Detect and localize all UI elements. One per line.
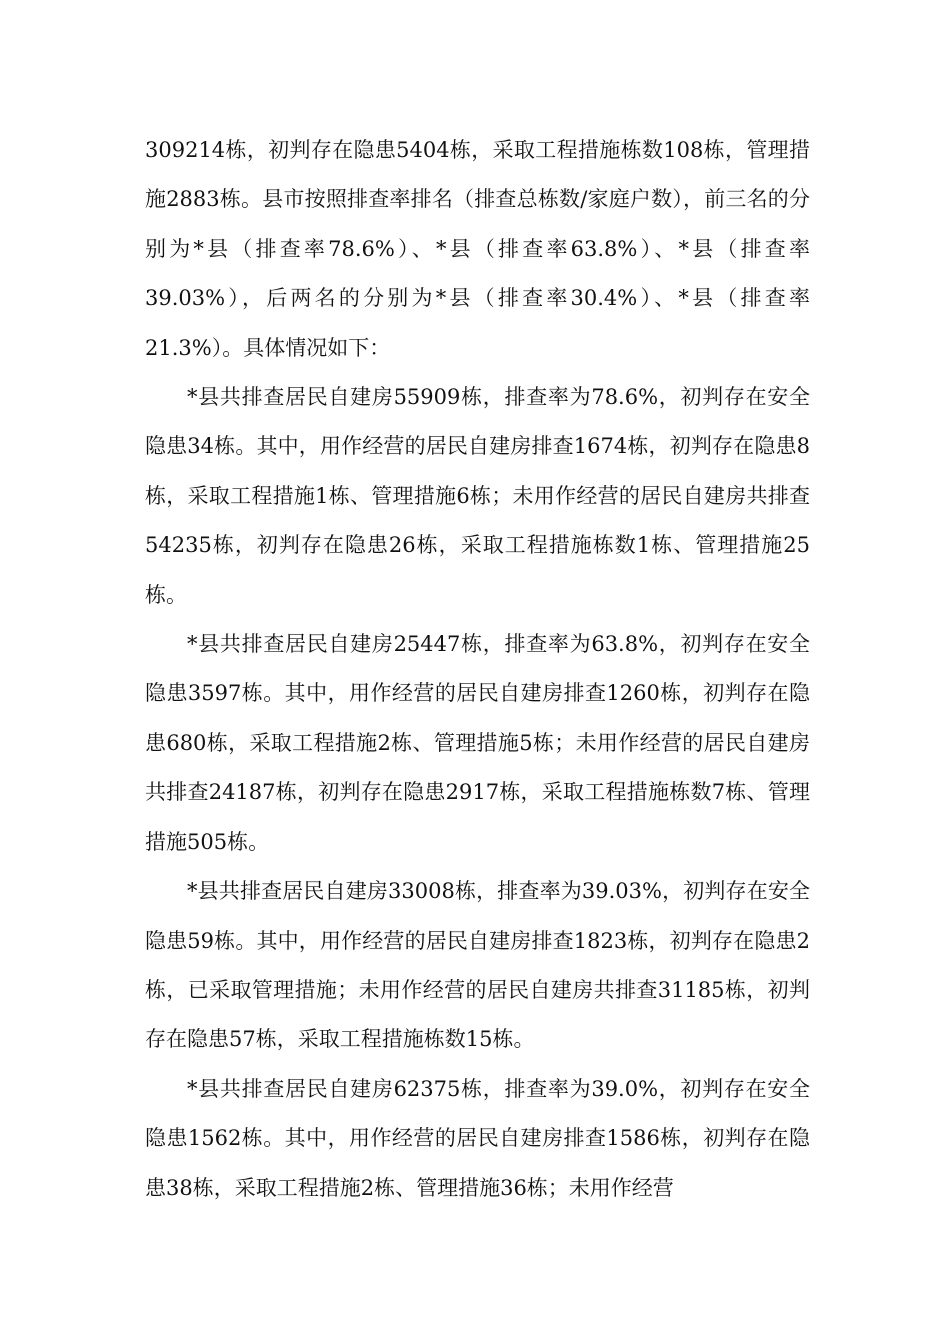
document-body	[145, 126, 810, 1213]
paragraph-county-2: *县共排查居民自建房25447栋，排查率为63.8%，初判存在安全隐患3597栋。其中，用作经营的居民自建房排查1260栋，初判存在隐患680栋，采取工程措施2栋、管理措施5栋；未用作经营的居民自建房共排查24187栋，初判存在隐患2917栋，采取工程措施栋数7栋、管理措施505栋。	[145, 632, 810, 854]
paragraph-summary: 309214栋，初判存在隐患5404栋，采取工程措施栋数108栋，管理措施2883栋。县市按照排查率排名（排查总栋数/家庭户数），前三名的分别为*县（排查率78.6%）、*县（排查率63.8%）、*县（排查率39.03%），后两名的分别为*县（排查率30.4%）、*县（排查率21.3%）。具体情况如下：	[145, 138, 810, 360]
paragraph-county-3: *县共排查居民自建房33008栋，排查率为39.03%，初判存在安全隐患59栋。其中，用作经营的居民自建房排查1823栋，初判存在隐患2栋，已采取管理措施；未用作经营的居民自建房共排查31185栋，初判存在隐患57栋，采取工程措施栋数15栋。	[145, 879, 810, 1052]
paragraph-county-1: *县共排查居民自建房55909栋，排查率为78.6%，初判存在安全隐患34栋。其中，用作经营的居民自建房排查1674栋，初判存在隐患8栋，采取工程措施1栋、管理措施6栋；未用作经营的居民自建房共排查54235栋，初判存在隐患26栋，采取工程措施栋数1栋、管理措施25栋。	[145, 385, 810, 607]
paragraph-county-4: *县共排查居民自建房62375栋，排查率为39.0%，初判存在安全隐患1562栋。其中，用作经营的居民自建房排查1586栋，初判存在隐患38栋，采取工程措施2栋、管理措施36栋；未用作经营	[145, 1076, 810, 1200]
